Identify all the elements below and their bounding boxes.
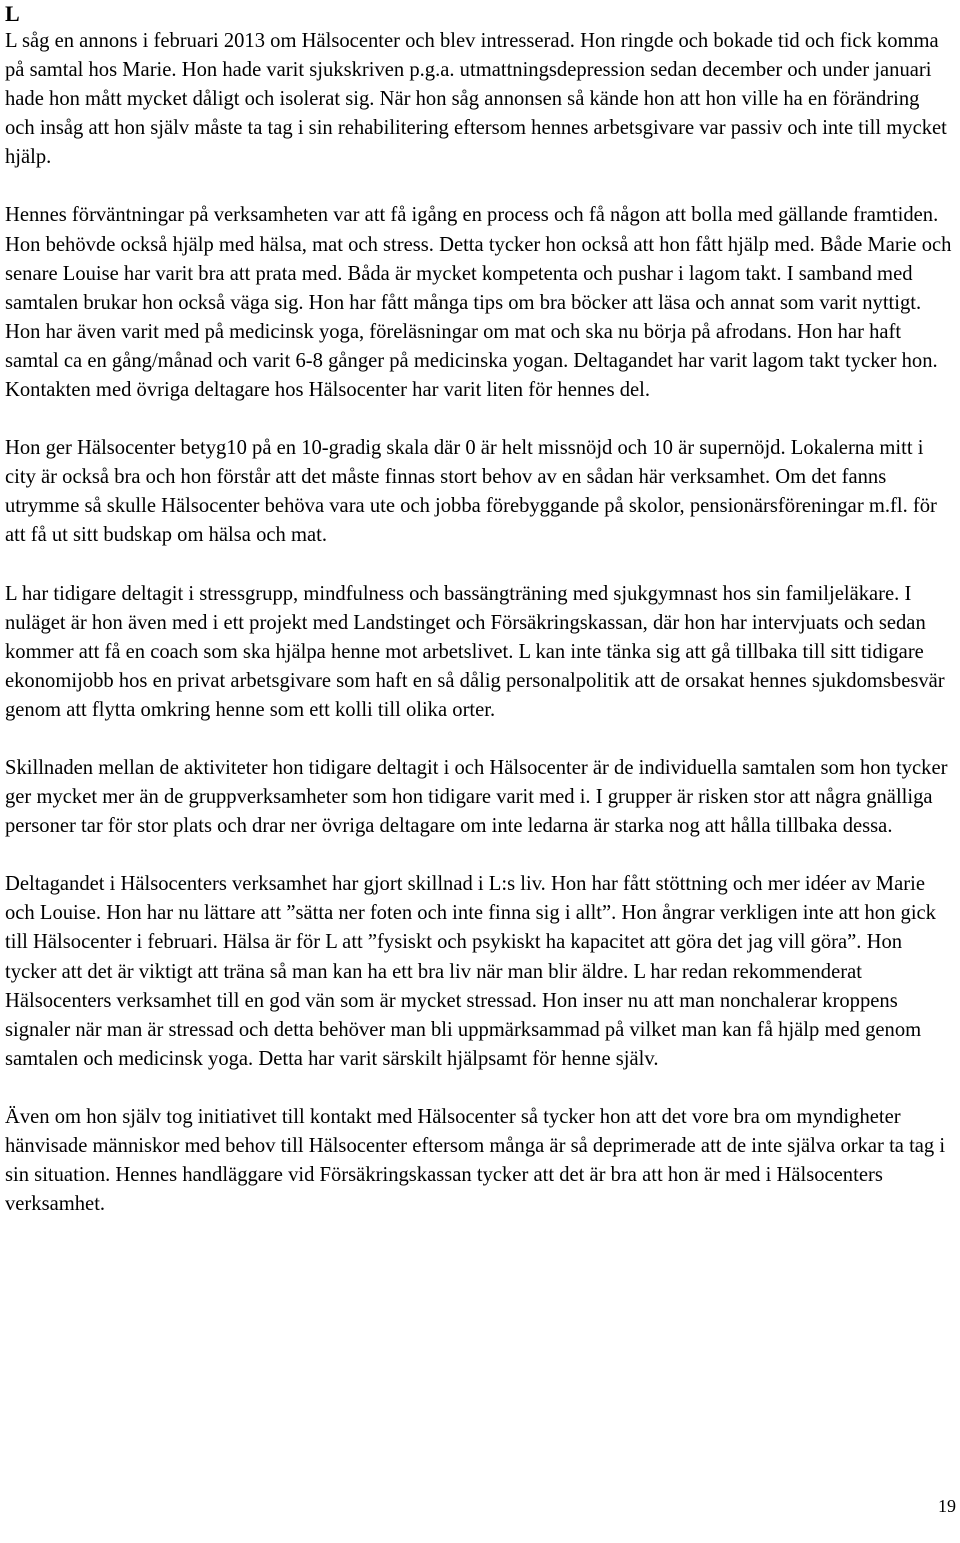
- page-number: 19: [938, 1496, 956, 1516]
- document-page: [5, 0, 953, 1248]
- paragraph-3: Hon ger Hälsocenter betyg10 på en 10-gradig skala där 0 är helt missnöjd och 10 är supernöjd. Lokalerna mitt i city är också bra och hon förstår att det måste finnas stort behov av en sådan här verksamhet. Om det fanns utrymme så skulle Hälsocenter behöva vara ute och jobba förebyggande på skolor, pensionärsföreningar m.fl. för att få ut sitt budskap om hälsa och mat.: [5, 437, 937, 547]
- paragraph-1: L såg en annons i februari 2013 om Hälsocenter och blev intresserad. Hon ringde och bokade tid och fick komma på samtal hos Marie. Hon hade varit sjukskriven p.g.a. utmattningsdepression sedan december och under januari hade hon mått mycket dåligt och isolerat sig. När hon såg annonsen så kände hon att hon ville ha en förändring och insåg att hon själv måste ta tag i sin rehabilitering eftersom hennes arbetsgivare var passiv och inte till mycket hjälp.: [5, 30, 947, 169]
- paragraph-4: L har tidigare deltagit i stressgrupp, mindfulness och bassängträning med sjukgymnast hos sin familjeläkare. I nuläget är hon även med i ett projekt med Landstinget och Försäkringskassan, där hon har intervjuats och sedan kommer att få en coach som ska hjälpa henne mot arbetslivet. L kan inte tänka sig att gå tillbaka till sitt tidigare ekonomijobb hos en privat arbetsgivare som haft en så dålig personalpolitik att de orsakat hennes sjukdomsbesvär genom att flytta omkring henne som ett kolli till olika orter.: [5, 582, 945, 721]
- section-heading: L: [5, 1, 20, 26]
- paragraph-6: Deltagandet i Hälsocenters verksamhet har gjort skillnad i L:s liv. Hon har fått stöttning och mer idéer av Marie och Louise. Hon har nu lättare att ”sätta ner foten och inte finna sig i allt”. Hon ångrar verkligen inte att hon gick till Hälsocenter i februari. Hälsa är för L att ”fysiskt och psykiskt ha kapacitet att göra det jag vill göra”. Hon tycker att det är viktigt att träna så man kan ha ett bra liv när man blir äldre. L har redan rekommenderat Hälsocenters verksamhet till en god vän som är mycket stressad. Hon inser nu att man nonchalerar kroppens signaler när man är stressad och detta behöver man bli uppmärksammad på vilket man kan få hjälp med genom samtalen och medicinsk yoga. Detta har varit särskilt hjälpsamt för henne själv.: [5, 873, 936, 1070]
- paragraph-5: Skillnaden mellan de aktiviteter hon tidigare deltagit i och Hälsocenter är de individuella samtalen som hon tycker ger mycket mer än de gruppverksamheter som hon tidigare varit med i. I grupper är risken stor att några gnälliga personer tar för stor plats och drar ner övriga deltagare om inte ledarna är starka nog att hålla tillbaka dessa.: [5, 756, 948, 838]
- paragraph-7: Även om hon själv tog initiativet till kontakt med Hälsocenter så tycker hon att det vore bra om myndigheter hänvisade människor med behov till Hälsocenter eftersom många är så deprimerade att de inte själva orkar ta tag i sin situation. Hennes handläggare vid Försäkringskassan tycker att det är bra att hon är med i Hälsocenters verksamhet.: [5, 1105, 946, 1216]
- paragraph-2: Hennes förväntningar på verksamheten var att få igång en process och få någon att bolla med gällande framtiden. Hon behövde också hjälp med hälsa, mat och stress. Detta tycker hon också att hon fått hjälp med. Både Marie och senare Louise har varit bra att prata med. Båda är mycket kompetenta och pushar i lagom takt. I samband med samtalen brukar hon också väga sig. Hon har fått många tips om bra böcker att läsa och annat som varit nyttigt. Hon har även varit med på medicinsk yoga, föreläsningar om mat och ska nu börja på afrodans. Hon har haft samtal ca en gång/månad och varit 6-8 gånger på medicinska yogan. Deltagandet har varit lagom takt tycker hon. Kontakten med övriga deltagare hos Hälsocenter har varit liten för hennes del.: [5, 204, 952, 402]
